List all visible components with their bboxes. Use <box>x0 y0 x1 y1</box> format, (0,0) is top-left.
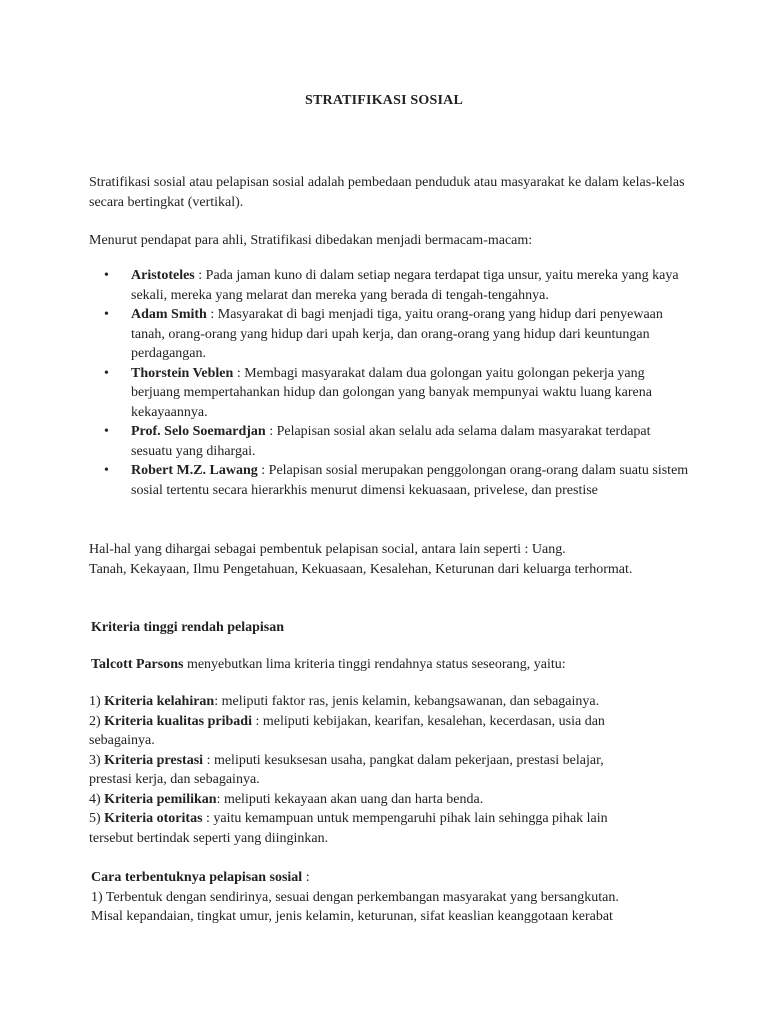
expert-text: : Pada jaman kuno di dalam setiap negara terdapat tiga unsur, yaitu mereka yang kaya sekali, mereka yang melarat dan mereka yang berada di tengah-tengahnya. <box>131 268 679 303</box>
list-item <box>89 266 689 305</box>
formation-heading <box>91 868 701 888</box>
list-item <box>89 422 689 461</box>
criteria-heading <box>91 618 691 638</box>
experts-list <box>89 266 689 500</box>
list-item <box>89 809 649 848</box>
expert-name: Robert M.Z. Lawang <box>131 463 258 478</box>
formation-line-2: Misal kepandaian, tingkat umur, jenis kelamin, keturunan, sifat keaslian keanggotaan kerabat <box>91 909 613 924</box>
parsons-name: Talcott Parsons <box>91 657 184 672</box>
list-item <box>89 364 689 423</box>
criteria-number: 5) <box>89 811 105 826</box>
criteria-text: : meliputi kekayaan akan uang dan harta benda. <box>216 791 484 807</box>
parsons-paragraph <box>91 655 691 675</box>
list-item <box>89 692 649 712</box>
expert-text: : Masyarakat di bagi menjadi tiga, yaitu orang-orang yang hidup dari penyewaan tanah, orang-orang yang hidup dari upah kerja, dan orang-orang yang hidup dari keuntungan perdagangan. <box>131 307 663 361</box>
valued-line-1: Hal-hal yang dihargai sebagai pembentuk pelapisan social, antara lain seperti : Uang. <box>89 542 566 557</box>
expert-text: : Pelapisan sosial merupakan penggolongan orang-orang dalam suatu sistem sosial tertentu secara hierarkhis menurut dimensi kekuasaan, privelese, dan prestise <box>131 463 689 498</box>
criteria-text: : yaitu kemampuan untuk mempengaruhi pihak lain sehingga pihak lain tersebut bertindak seperti yang diinginkan. <box>89 811 608 846</box>
criteria-name: Kriteria kualitas pribadi <box>104 713 252 729</box>
list-item <box>89 305 689 364</box>
criteria-text: : meliputi kebijakan, kearifan, kesalehan, kecerdasan, usia dan sebagainya. <box>89 713 605 748</box>
criteria-number: 4) <box>89 791 105 807</box>
parsons-text: menyebutkan lima kriteria tinggi rendahnya status seseorang, yaitu: <box>183 657 566 672</box>
criteria-name: Kriteria kelahiran <box>104 694 215 709</box>
criteria-text: : meliputi kesuksesan usaha, pangkat dalam pekerjaan, prestasi belajar, prestasi kerja, dan sebagainya. <box>89 752 604 787</box>
list-item <box>89 751 649 790</box>
formation-heading-text: Cara terbentuknya pelapisan sosial <box>91 870 303 885</box>
expert-text: : Membagi masyarakat dalam dua golongan yaitu golongan pekerja yang berjuang mempertahankan hidup dan golongan yang banyak mempunyai waktu luang karena kekayaannya. <box>131 365 652 420</box>
intro-paragraph: Stratifikasi sosial atau pelapisan sosial adalah pembedaan penduduk atau masyarakat ke dalam kelas-kelas secara bertingkat (vertikal). <box>89 175 685 210</box>
criteria-name: Kriteria otoritas <box>104 811 203 826</box>
document-title: STRATIFIKASI SOSIAL <box>305 93 463 108</box>
expert-name: Aristoteles <box>131 268 195 283</box>
expert-text: : Pelapisan sosial akan selalu ada selama dalam masyarakat terdapat sesuatu yang dihargai. <box>131 424 651 459</box>
expert-name: Adam Smith <box>131 307 207 322</box>
criteria-list <box>89 692 649 848</box>
criteria-text: : meliputi faktor ras, jenis kelamin, kebangsawanan, dan sebagainya. <box>214 694 600 709</box>
valued-things-paragraph <box>89 540 709 579</box>
formation-heading-colon: : <box>302 870 310 885</box>
expert-name: Thorstein Veblen <box>131 365 234 381</box>
criteria-number: 1) <box>89 694 105 709</box>
criteria-number: 2) <box>89 713 105 729</box>
formation-section <box>91 868 701 927</box>
valued-line-2: Tanah, Kekayaan, Ilmu Pengetahuan, Kekuasaan, Kesalehan, Keturunan dari keluarga terhormat. <box>89 561 633 577</box>
list-item <box>89 461 689 500</box>
criteria-name: Kriteria pemilikan <box>104 791 217 807</box>
expert-name: Prof. Selo Soemardjan <box>131 424 266 439</box>
criteria-heading-text: Kriteria tinggi rendah pelapisan <box>91 620 285 635</box>
criteria-name: Kriteria prestasi <box>104 752 204 768</box>
experts-intro: Menurut pendapat para ahli, Stratifikasi dibedakan menjadi bermacam-macam: <box>89 233 533 248</box>
criteria-number: 3) <box>89 752 105 768</box>
list-item <box>89 712 649 751</box>
list-item <box>89 790 649 810</box>
formation-line-1: 1) Terbentuk dengan sendirinya, sesuai dengan perkembangan masyarakat yang bersangkutan. <box>91 889 619 905</box>
